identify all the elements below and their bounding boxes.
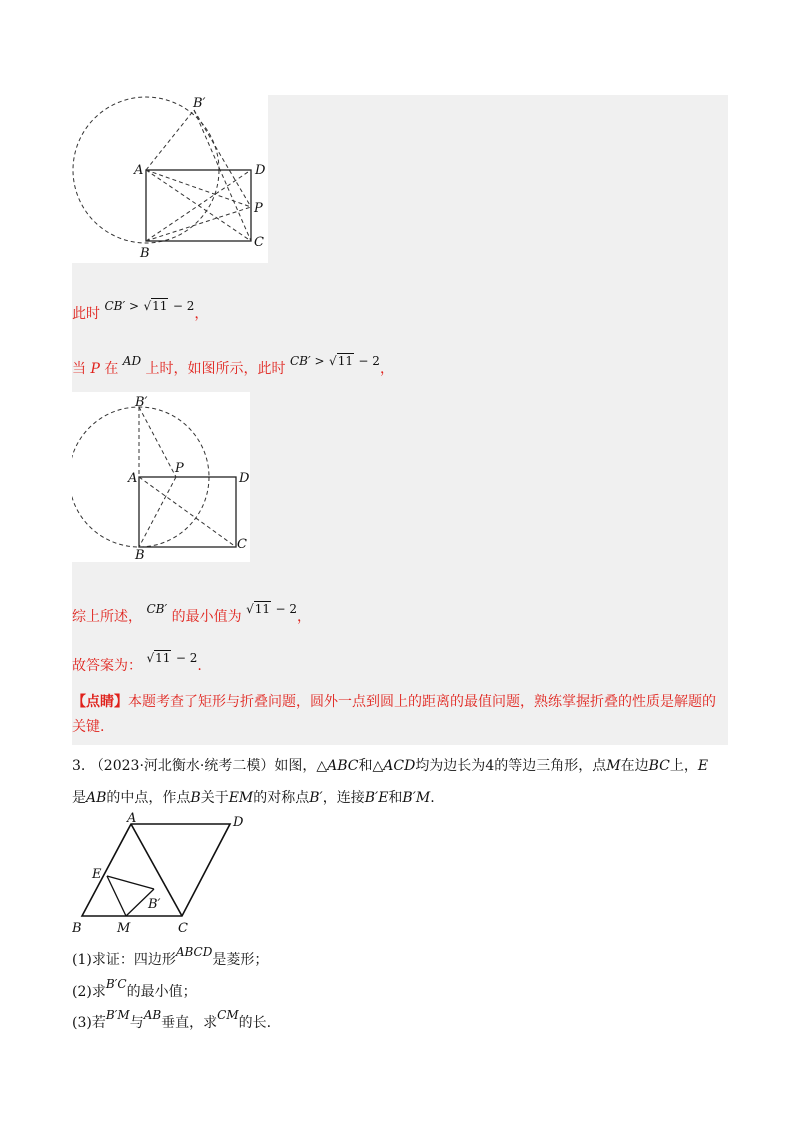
- line2-sqrt: √11: [329, 354, 353, 368]
- line4-sqrt: √11: [146, 651, 171, 665]
- subquestion-1: [72, 944, 728, 976]
- q-point-m: M: [606, 758, 621, 774]
- q-text-10: 的对称点: [253, 790, 310, 806]
- q-seg-em: EM: [228, 790, 254, 806]
- sub1-label: (1)求证：四边形: [72, 952, 176, 968]
- q-text-9: 关于: [200, 790, 229, 806]
- sub1-tail: 是菱形；: [212, 952, 269, 968]
- line2-radicand: 11: [337, 354, 353, 368]
- line4-radicand: 11: [155, 651, 171, 665]
- note-tag: 【点睛】: [72, 694, 128, 710]
- line2-text-2: 在: [104, 361, 119, 377]
- figure-2-svg: [72, 392, 250, 562]
- line1-radicand: 11: [152, 299, 168, 313]
- line1-prefix: 此时: [72, 306, 100, 322]
- sub2-tail: 的最小值；: [126, 984, 197, 1000]
- line3-sqrt: √11: [246, 602, 271, 616]
- label-c: C: [254, 235, 264, 250]
- question-number: 3.: [72, 758, 86, 774]
- label-b: B: [140, 246, 150, 261]
- line3-math-tail: − 2: [275, 602, 297, 616]
- label-c: C: [178, 921, 188, 936]
- sub3-tail: 的长.: [238, 1015, 272, 1031]
- line2-math-lhs: CB′ >: [289, 354, 325, 368]
- sub3-mid: 与: [129, 1015, 144, 1031]
- label-d: D: [255, 163, 266, 178]
- solution-line-1: [72, 299, 209, 323]
- figure-3-svg: [72, 812, 262, 937]
- line1-math-lhs: CB′ >: [104, 299, 140, 313]
- sub1-math: ABCD: [175, 945, 213, 959]
- line2-var-p: P: [90, 361, 100, 377]
- label-p: P: [254, 201, 263, 216]
- q-seg-bpe: B′E: [364, 790, 389, 806]
- subquestion-3: [72, 1007, 728, 1039]
- q-side-length: 4: [485, 758, 495, 774]
- line1-suffix: ，: [194, 306, 209, 322]
- solution-line-4: [72, 651, 202, 675]
- q-point-b: B: [190, 790, 201, 806]
- solution-line-3: [72, 602, 311, 626]
- q-point-bprime: B′: [309, 790, 323, 806]
- label-d: D: [233, 815, 244, 830]
- q-seg-bpm: B′M: [402, 790, 431, 806]
- label-a: A: [127, 812, 137, 826]
- line2-suffix: ，: [379, 361, 394, 377]
- sub3-math2: AB: [143, 1008, 162, 1022]
- q-text-3: 均为边长为: [415, 758, 486, 774]
- figure-2: [72, 392, 250, 562]
- q-seg-ab: AB: [86, 790, 107, 806]
- q-text-13: .: [430, 790, 435, 806]
- q-text-2: 和: [358, 758, 373, 774]
- line2-text-1: 当: [72, 361, 86, 377]
- label-bprime: B′: [193, 96, 206, 111]
- q-tri-abc: △ABC: [316, 758, 359, 774]
- line2-text-3: 上时，如图所示，此时: [145, 361, 286, 377]
- fold-triangle: [107, 876, 154, 916]
- q-text-8: 的中点，作点: [106, 790, 191, 806]
- sub3-math: B′M: [105, 1008, 130, 1022]
- line3-text-1: 综上所述，: [72, 609, 142, 625]
- label-a: A: [128, 471, 138, 486]
- label-bprime: B′: [135, 395, 148, 410]
- label-c: C: [237, 537, 247, 552]
- q-text-5: 在边: [620, 758, 649, 774]
- label-e: E: [92, 867, 102, 882]
- line4-text-1: 故答案为：: [72, 658, 142, 674]
- figure-3: [72, 812, 262, 937]
- q-text-11: ，连接: [322, 790, 365, 806]
- label-b: B: [72, 921, 82, 936]
- line3-text-2: 的最小值为: [171, 609, 242, 625]
- line2-seg-ad: AD: [122, 354, 142, 368]
- q-seg-bc: BC: [648, 758, 670, 774]
- question-3: [72, 750, 728, 814]
- sub2-math: B′C: [105, 977, 127, 991]
- solution-line-2: [72, 354, 394, 378]
- sub3-label: (3)若: [72, 1015, 106, 1031]
- line1-sqrt: √11: [143, 299, 168, 313]
- q-text-12: 和: [388, 790, 403, 806]
- line3-math-cbprime: CB′: [146, 602, 168, 616]
- sub2-label: (2)求: [72, 984, 106, 1000]
- label-p: P: [175, 461, 184, 476]
- label-m: M: [117, 921, 131, 936]
- label-bprime: B′: [148, 897, 161, 912]
- figure-1: [72, 95, 268, 263]
- line3-suffix: ，: [297, 609, 311, 625]
- label-b: B: [135, 548, 145, 562]
- line1-math-tail: − 2: [172, 299, 195, 313]
- line4-math-tail: − 2: [175, 651, 198, 665]
- note-text: 本题考查了矩形与折叠问题，圆外一点到圆上的距离的最值问题，熟练掌握折叠的性质是解题的关键.: [72, 694, 716, 735]
- question-source: （2023·河北衡水·统考二模）: [89, 758, 275, 774]
- line4-suffix: .: [197, 658, 202, 674]
- line3-radicand: 11: [254, 602, 271, 616]
- key-point-note: [72, 690, 728, 740]
- q-text-4: 的等边三角形，点: [494, 758, 607, 774]
- q-text-1: 如图，: [274, 758, 317, 774]
- q-tri-acd: △ACD: [372, 758, 416, 774]
- sub3-math3: CM: [217, 1008, 239, 1022]
- sub3-tail2: 垂直，求: [161, 1015, 218, 1031]
- figure-1-svg: [72, 95, 268, 263]
- label-a: A: [134, 163, 144, 178]
- label-d: D: [239, 471, 250, 486]
- q-text-6: 上，: [669, 758, 698, 774]
- q-point-e: E: [697, 758, 709, 774]
- line2-math-tail: − 2: [358, 354, 380, 368]
- subquestion-2: [72, 976, 728, 1008]
- q-text-7: 是: [72, 790, 86, 806]
